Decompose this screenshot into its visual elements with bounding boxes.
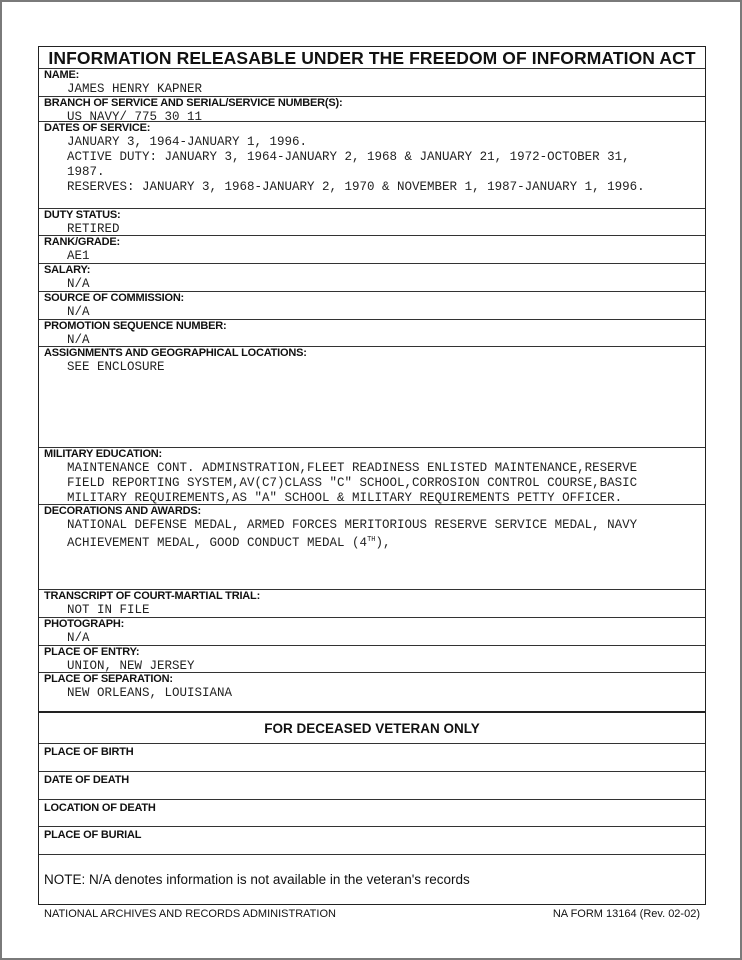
name-value: JAMES HENRY KAPNER <box>67 82 203 96</box>
place-entry-value: UNION, NEW JERSEY <box>67 659 195 673</box>
commission-section <box>39 292 705 320</box>
note-text: NOTE: N/A denotes information is not available in the veteran's records <box>44 872 470 887</box>
salary-section <box>39 264 705 292</box>
dates-section <box>39 122 705 209</box>
date-of-death-label: DATE OF DEATH <box>44 774 129 786</box>
dates-line: JANUARY 3, 1964-JANUARY 1, 1996. <box>67 135 308 149</box>
name-section <box>39 69 705 97</box>
dates-line: ACTIVE DUTY: JANUARY 3, 1964-JANUARY 2, 1968 & JANUARY 21, 1972-OCTOBER 31, <box>67 150 630 164</box>
education-line: FIELD REPORTING SYSTEM,AV(C7)CLASS "C" SCHOOL,CORROSION CONTROL COURSE,BASIC <box>67 476 638 490</box>
commission-label: SOURCE OF COMMISSION: <box>44 292 185 304</box>
photograph-label: PHOTOGRAPH: <box>44 618 125 630</box>
location-of-death-label: LOCATION OF DEATH <box>44 802 156 814</box>
place-entry-label: PLACE OF ENTRY: <box>44 646 140 658</box>
place-entry-section <box>39 646 705 673</box>
court-martial-value: NOT IN FILE <box>67 603 150 617</box>
decorations-text: ), <box>375 536 391 550</box>
location-of-death-section <box>39 800 705 827</box>
duty-status-value: RETIRED <box>67 222 120 236</box>
education-label: MILITARY EDUCATION: <box>44 448 163 460</box>
decorations-section <box>39 505 705 590</box>
dates-label: DATES OF SERVICE: <box>44 122 151 134</box>
photograph-section <box>39 618 705 646</box>
commission-value: N/A <box>67 305 90 319</box>
date-of-death-section <box>39 772 705 800</box>
place-of-burial-label: PLACE OF BURIAL <box>44 829 142 841</box>
promotion-section <box>39 320 705 347</box>
dates-line: RESERVES: JANUARY 3, 1968-JANUARY 2, 1970 & NOVEMBER 1, 1987-JANUARY 1, 1996. <box>67 180 645 194</box>
ordinal-suffix: TH <box>367 536 376 544</box>
form-number: NA FORM 13164 (Rev. 02-02) <box>552 908 700 920</box>
education-section <box>39 448 705 505</box>
assignments-section <box>39 347 705 448</box>
place-of-birth-section <box>39 744 705 772</box>
branch-section <box>39 97 705 122</box>
place-of-birth-label: PLACE OF BIRTH <box>44 746 134 758</box>
promotion-value: N/A <box>67 333 90 347</box>
assignments-value: SEE ENCLOSURE <box>67 360 165 374</box>
place-of-burial-section <box>39 827 705 855</box>
name-label: NAME: <box>44 69 80 81</box>
education-line: MAINTENANCE CONT. ADMINSTRATION,FLEET READINESS ENLISTED MAINTENANCE,RESERVE <box>67 461 638 475</box>
salary-value: N/A <box>67 277 90 291</box>
rank-value: AE1 <box>67 249 90 263</box>
place-separation-label: PLACE OF SEPARATION: <box>44 673 173 685</box>
duty-status-label: DUTY STATUS: <box>44 209 121 221</box>
duty-status-section <box>39 209 705 236</box>
place-separation-value: NEW ORLEANS, LOUISIANA <box>67 686 233 700</box>
agency-footer: NATIONAL ARCHIVES AND RECORDS ADMINISTRATION <box>44 908 336 920</box>
rank-label: RANK/GRADE: <box>44 236 121 248</box>
branch-label: BRANCH OF SERVICE AND SERIAL/SERVICE NUMBER(S): <box>44 97 343 109</box>
rank-section <box>39 236 705 264</box>
assignments-label: ASSIGNMENTS AND GEOGRAPHICAL LOCATIONS: <box>44 347 307 359</box>
decorations-text: ACHIEVEMENT MEDAL, GOOD CONDUCT MEDAL (4 <box>67 536 368 550</box>
photograph-value: N/A <box>67 631 90 645</box>
place-separation-section <box>39 673 705 713</box>
decorations-line <box>39 533 705 551</box>
salary-label: SALARY: <box>44 264 91 276</box>
branch-value: US NAVY/ 775 30 11 <box>67 110 203 124</box>
decorations-label: DECORATIONS AND AWARDS: <box>44 505 201 517</box>
court-martial-label: TRANSCRIPT OF COURT-MARTIAL TRIAL: <box>44 590 261 602</box>
foia-form <box>38 46 706 905</box>
promotion-label: PROMOTION SEQUENCE NUMBER: <box>44 320 227 332</box>
dates-line: 1987. <box>67 165 105 179</box>
deceased-header: FOR DECEASED VETERAN ONLY <box>39 713 705 744</box>
decorations-line: NATIONAL DEFENSE MEDAL, ARMED FORCES MERITORIOUS RESERVE SERVICE MEDAL, NAVY <box>67 518 638 532</box>
court-martial-section <box>39 590 705 618</box>
form-title: INFORMATION RELEASABLE UNDER THE FREEDOM OF INFORMATION ACT <box>39 47 705 69</box>
education-line: MILITARY REQUIREMENTS,AS "A" SCHOOL & MILITARY REQUIREMENTS PETTY OFFICER. <box>67 491 623 505</box>
